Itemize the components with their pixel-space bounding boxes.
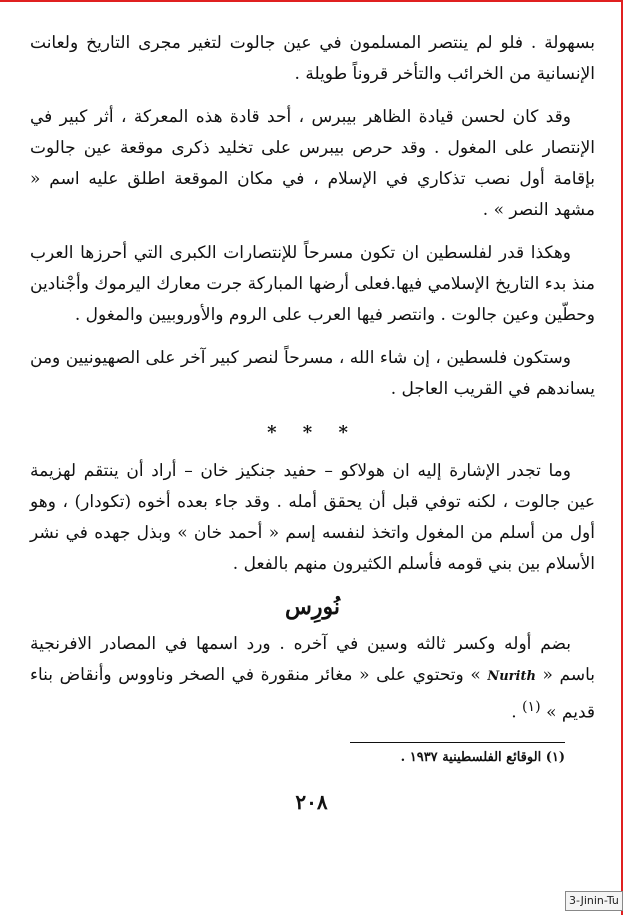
paragraph-5: وما تجدر الإشارة إليه ان هولاكو – حفيد جنكيز خان – أراد أن ينتقم لهزيمة عين جالوت ، لكنه توفي قبل أن يحقق أمله . وقد جاء بعده أخوه (تكودار) ، وهو أول من أسلم من المغول واتخذ لنفسه إسم « أحمد خان » وبذل جهده في نشر الأسلام بين بني قومه فأسلم الكثيرون منهم بالفعل . xyxy=(30,461,595,574)
section-separator: * * * xyxy=(267,422,358,443)
window-frame-top xyxy=(0,0,623,2)
footnote: (١) الوقائع الفلسطينية ١٩٣٧ . xyxy=(400,750,565,765)
document-page xyxy=(30,28,595,729)
entry-end: . xyxy=(511,702,517,723)
entry-text-after: » وتحتوي على « مغائر منقورة في الصخر وناووس وأنقاض بناء قديم » xyxy=(30,665,595,723)
page-number: ٢٠٨ xyxy=(295,790,328,814)
entry-heading: نُورِس xyxy=(285,594,340,620)
filename-tooltip: 3-Jinin-Tu xyxy=(565,891,623,911)
footnote-divider xyxy=(350,742,565,743)
paragraph-4: وستكون فلسطين ، إن شاء الله ، مسرحاً لنصر كبير آخر على الصهيونيين ومن يساندهم في القريب العاجل . xyxy=(30,348,595,399)
entry-paragraph xyxy=(30,629,595,729)
entry-text-before: بضم أوله وكسر ثالثه وسين في آخره . ورد اسمها في المصادر الافرنجية باسم « xyxy=(30,634,595,685)
paragraph-2: وقد كان لحسن قيادة الظاهر بيبرس ، أحد قادة هذه المعركة ، أثر كبير في الإنتصار على المغول . وقد حرص بيبرس على تخليد ذكرى موقعة عين جالوت بإقامة أول نصب تذكاري في الإسلام ، في مكان الموقعة اطلق عليه اسم « مشهد النصر » . xyxy=(30,107,595,220)
footnote-reference: (١) xyxy=(522,699,541,715)
paragraph-3: وهكذا قدر لفلسطين ان تكون مسرحاً للإنتصارات الكبرى التي أحرزها العرب منذ بدء التاريخ الإسلامي فيها.فعلى أرضها المباركة جرت معارك اليرموك وأجْنادين وحطّين وعين جالوت . وانتصر فيها العرب على الروم والأوروبيين والمغول . xyxy=(30,243,595,325)
paragraph-1: بسهولة . فلو لم ينتصر المسلمون في عين جالوت لتغير مجرى التاريخ ولعانت الإنسانية من الخرائب والتأخر قروناً طويلة . xyxy=(30,33,595,84)
latin-name: Nurith xyxy=(487,669,536,684)
